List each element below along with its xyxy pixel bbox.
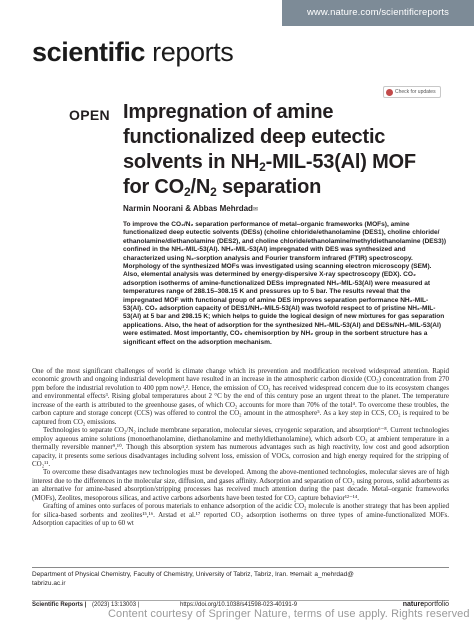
author-names[interactable]: Narmin Noorani & Abbas Mehrdad: [123, 204, 253, 213]
journal-logo-rest: reports: [145, 37, 234, 67]
crossmark-icon: [386, 89, 393, 96]
title-line-1: Impregnation of amine: [123, 101, 334, 123]
abstract: To improve the CO₂/N₂ separation performance of metal–organic frameworks (MOFs), amine functionalized deep eutectic solvents (DESs) (choline chloride/ethanolamine (DES1), choline chloride/ ethanolamine/diethanolamine (DES2), and choline chloride/ethanolamine/methyldiethanolamine (DES3)) confined in the NH₂-MIL-53(Al). NH₂-MIL-53(Al) impregnated with DES was synthesized and characterized using N₂-sorption analysis and Fourier transform infrared (FTIR) spectroscopy. Morphology of the synthesized MOFs was investigated using scanning electron microscopy (SEM). Also, elemental analysis was determined by energy-dispersive X-ray spectroscopy (EDX). CO₂ adsorption isotherms of amine-functionalized DESs impregnated NH₂-MIL-53(Al) were measured at temperatures range of 288.15–308.15 K and pressures up to 5 bar. The results reveal that the impregnated MOF with functional group of amine DES improves separation performance NH₂-MIL-53(Al). CO₂ adsorption capacity of DES1/NH₂-MIL5-53(Al) was twofold respect to of pristine NH₂-MIL-53(Al) at 5 bar and 298.15 K; which helps to guide the logical design of new mixtures for gas separation applications. Also, the heat of adsorption for the synthesized NH₂-MIL-53(Al) and DESs/NH₂-MIL-53(Al) were estimated. Most importantly, CO₂ chemisorption by NH₂ group in the sorbent structure has a significant effect on the adsorption mechanism.: [123, 221, 447, 346]
check-for-updates-button[interactable]: [383, 86, 441, 98]
journal-logo: [32, 37, 233, 68]
copyright-watermark: Content courtesy of Springer Nature, terms of use apply. Rights reserved: [108, 608, 470, 620]
title-line-2: functionalized deep eutectic: [123, 126, 386, 148]
title-subscript: 2: [184, 185, 191, 199]
footer-doi-link[interactable]: https://doi.org/10.1038/s41598-023-40191-9: [180, 602, 298, 608]
footer-divider: [32, 600, 449, 601]
affiliation-divider: [32, 567, 449, 568]
title-line-3: [123, 150, 463, 175]
title-text: -MIL-53(Al) MOF: [265, 151, 416, 173]
footer-citation: (2023) 13:13003 |: [92, 602, 140, 608]
affiliation-note: [32, 571, 449, 588]
article-body: [32, 367, 449, 528]
affiliation-email[interactable]: tabrizu.ac.ir: [32, 579, 66, 587]
open-access-label: OPEN: [69, 107, 110, 123]
title-text: /N: [190, 176, 211, 198]
author-list: [123, 204, 258, 213]
envelope-icon[interactable]: ✉: [252, 207, 258, 213]
title-subscript: 2: [259, 160, 266, 174]
title-text: for CO: [123, 176, 185, 198]
nature-portfolio-logo: [403, 601, 449, 608]
brand-bold: nature: [402, 601, 425, 608]
title-text: solvents in NH: [123, 151, 260, 173]
title-line-4: [123, 175, 463, 200]
journal-logo-bold: scientific: [32, 37, 146, 67]
body-paragraph: One of the most significant challenges of world is climate change which its prevention and modification received widespread attention. Rapid economic growth and ongoing industrial development have resulted in an increase in the atmospheric carbon dioxide (CO₂) concentration from 270 ppm before the industrial revolution to 400 ppm now¹,². Hence, the emission of CO₂ has received widespread concern due to its ecosystem changes and environmental effects³. Rising global temperatures about 2 °C by the end of this century pose an urgent threat to the planet. The temperature increase of the earth is attributed to the greenhouse gases, of which CO₂ accounts for more than 70% of the total⁴. To overcome these troubles, the carbon capture and storage concept (CCS) was offered to control the CO₂ amount in the atmosphere⁵. As a key step in CCS, CO₂ is required to be captured from CO₂ emissions.: [32, 367, 449, 426]
title-text: separation: [216, 176, 322, 198]
footer-journal: Scientific Reports |: [32, 602, 87, 608]
body-paragraph: To overcome these disadvantages new technologies must be developed. Among the above-mentioned technologies, molecular sieves are of high interest due to the differences in the molecular size, diffusion, and gases affinity. Adsorption and separation of CO₂ using porous, solid adsorbents as an alternative for amine-based absorption/stripping processes has received much attention during the past decade. Metal–organic frameworks (MOFs), Zeolites, mesoporous silicas, and active carbons adsorbents have been tested for CO₂ capture behavior¹²⁻¹⁴.: [32, 468, 449, 502]
brand-rest: portfolio: [424, 601, 449, 608]
body-paragraph: Grafting of amines onto surfaces of porous materials to enhance adsorption of the acidic CO₂ molecule is another strategy that has been applied for silica-based sorbents and zeolites¹⁵,¹⁶. Arstad et al.¹⁷ reported CO₂ adsorption isotherms on three types of amine-functionalized MOFs. Adsorption capacities of up to 60 wt: [32, 502, 449, 528]
check-for-updates-label: Check for updates: [395, 89, 436, 95]
affiliation-line-1: Department of Physical Chemistry, Faculty of Chemistry, University of Tabriz, Tabriz, Iran. ✉email: a_mehrdad@: [32, 571, 354, 578]
journal-url-banner[interactable]: www.nature.com/scientificreports: [282, 0, 474, 26]
body-paragraph: Technologies to separate CO₂/N₂ include membrane separation, molecular sieves, cryogenic separation, and absorption⁶⁻⁸. Current technologies employ aqueous amine solutions (monoethanolamine, diethanolamine and methyldiethanolamine), which adsorb CO₂ at ambient temperature in a thermally reversible manner⁹,¹⁰. Though this absorption system has numerous advantages such as high reactivity, low cost and good adsorption capacity, it presents some serious disadvantages including solvent loss, emission of VOCs, corrosion and high energy required for the stripping of CO₂¹¹.: [32, 426, 449, 468]
article-title: [123, 100, 463, 200]
title-subscript: 2: [210, 185, 217, 199]
